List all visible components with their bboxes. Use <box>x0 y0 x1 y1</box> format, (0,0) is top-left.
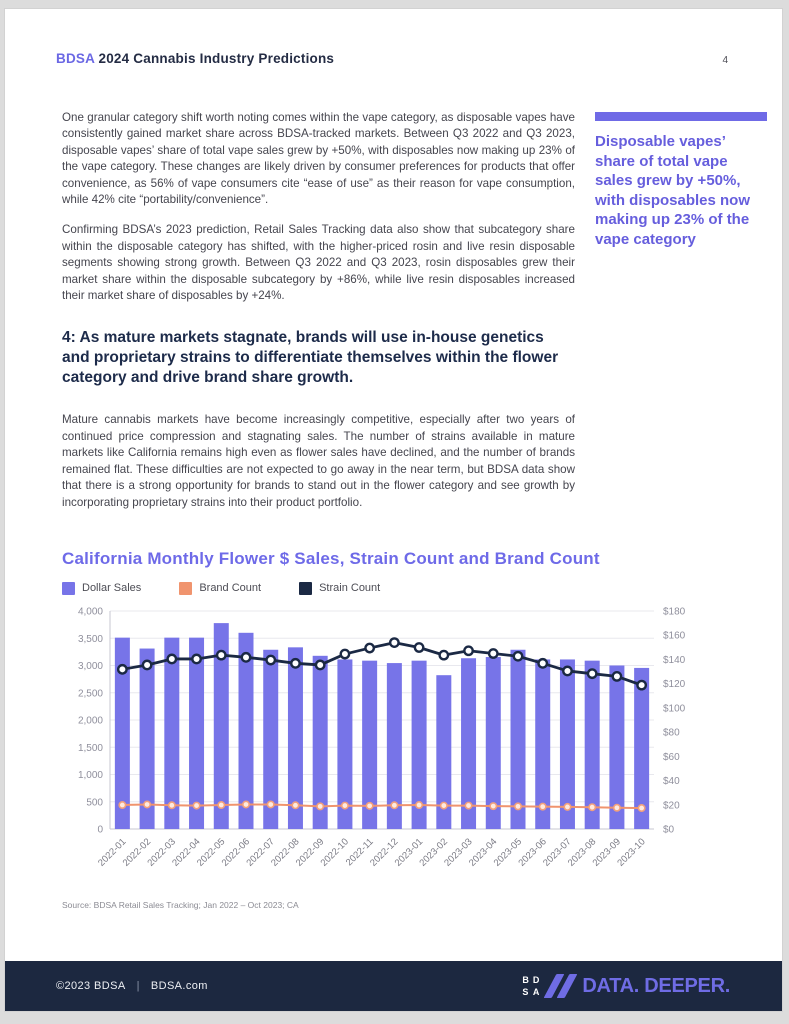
strain-count-point <box>563 667 571 675</box>
strain-count-point <box>316 661 324 669</box>
combo-chart-svg <box>62 599 712 891</box>
page-footer <box>5 961 782 1011</box>
x-axis-tick-label: 2023-10 <box>615 836 648 869</box>
logo-letter: B <box>522 974 529 985</box>
left-axis-tick-label: 0 <box>97 824 103 836</box>
right-axis-tick-label: $60 <box>663 751 680 763</box>
brand-count-point <box>515 803 521 809</box>
right-axis-tick-label: $140 <box>663 654 686 666</box>
x-axis-tick-label: 2022-09 <box>293 836 327 869</box>
x-axis-tick-label: 2022-05 <box>194 836 228 869</box>
x-axis-tick-label: 2022-12 <box>368 836 401 869</box>
source-note: Source: BDSA Retail Sales Tracking; Jan 2022 – Oct 2023; CA <box>62 899 299 910</box>
x-axis-tick-label: 2023-03 <box>442 836 475 869</box>
strain-count-point <box>514 652 522 660</box>
legend-label: Brand Count <box>199 582 262 595</box>
brand-count-point <box>490 803 496 809</box>
legend-item-dollar-sales <box>62 582 141 595</box>
brand-count-point <box>268 801 274 807</box>
brand-count-point <box>119 802 125 808</box>
left-axis-tick-label: 500 <box>86 797 103 809</box>
brand-count-point <box>465 802 471 808</box>
footer-left <box>56 980 208 992</box>
brand-count-point <box>540 803 546 809</box>
page-header <box>5 9 782 66</box>
x-axis-tick-label: 2023-08 <box>565 836 599 869</box>
footer-copyright: ©2023 BDSA <box>56 980 126 992</box>
x-axis-tick-label: 2022-03 <box>145 836 178 869</box>
legend-swatch <box>62 582 75 595</box>
dollar-sales-bar <box>511 650 526 829</box>
x-axis-tick-label: 2023-07 <box>541 836 574 869</box>
left-axis-tick-label: 2,000 <box>77 715 103 727</box>
right-axis-tick-label: $80 <box>663 727 680 739</box>
brand-count-point <box>193 802 199 808</box>
x-axis-tick-label: 2022-04 <box>170 836 203 869</box>
body-paragraph-3: Mature cannabis markets have become increasingly competitive, especially after two years of continued price compression and stagnating sales. The number of strains available in mature markets like California remains high even as flower sales have declined, and the number of brands remained flat. These difficulties are not expected to go away in the near term, but BDSA data show that there is a strong opportunity for brands to stand out in the flower category and see growth by incorporating proprietary strains into their product portfolio. <box>62 413 575 509</box>
strain-count-point <box>192 655 200 663</box>
dollar-sales-bar <box>164 638 179 829</box>
strain-count-point <box>242 653 250 661</box>
right-axis-tick-label: $100 <box>663 703 686 715</box>
left-axis-tick-label: 3,500 <box>77 633 103 645</box>
dollar-sales-bar <box>189 638 204 829</box>
x-axis-tick-label: 2023-01 <box>392 836 426 869</box>
footer-separator: | <box>136 980 140 992</box>
legend-swatch <box>179 582 192 595</box>
x-axis-tick-label: 2023-04 <box>466 836 500 869</box>
brand-count-point <box>564 804 570 810</box>
strain-count-point <box>217 651 225 659</box>
left-axis-tick-label: 3,000 <box>77 660 103 672</box>
left-axis-tick-label: 4,000 <box>77 606 103 618</box>
strain-count-point <box>168 655 176 663</box>
body-paragraph-1: One granular category shift worth noting comes within the vape category, as disposable vapes have consistently gained market share across BDSA-tracked markets. Between Q3 2022 and Q3 2023, disposable vapes’ share of total vape sales grew by +50%, with disposables now making up 23% of the vape category. These changes are likely driven by consumer preferences for products that offer convenience, as 56% of vape consumers cite “ease of use” as their reason for vape consumption, while 42% cite “portability/convenience”. <box>62 111 575 207</box>
x-axis-tick-label: 2023-06 <box>516 836 549 869</box>
legend-label: Dollar Sales <box>82 582 142 595</box>
chart-canvas <box>62 599 782 896</box>
x-axis-tick-label: 2022-02 <box>120 836 154 869</box>
strain-count-point <box>143 661 151 669</box>
main-column <box>62 110 575 525</box>
logo-letter: A <box>532 986 540 997</box>
brand-name: BDSA <box>56 51 95 66</box>
right-axis-tick-label: $40 <box>663 775 680 787</box>
pull-quote-callout <box>595 110 767 525</box>
strain-count-point <box>588 669 596 677</box>
x-axis-tick-label: 2022-11 <box>343 836 376 869</box>
brand-count-point <box>144 801 150 807</box>
brand-count-point <box>342 802 348 808</box>
strain-count-point <box>637 681 645 689</box>
x-axis-tick-label: 2022-07 <box>244 836 277 869</box>
brand-count-point <box>243 801 249 807</box>
body-paragraph-2: Confirming BDSA’s 2023 prediction, Retail Sales Tracking data also show that subcategory share within the disposable category has shifted, with the higher-priced rosin and live resin disposable segments showing strong growth. Between Q3 2022 and Q3 2023, rosin disposables grew their market share within the disposable subcategory by +86%, while live resin disposables increased their market share of disposables by +24%. <box>62 223 575 303</box>
strain-count-point <box>539 659 547 667</box>
right-axis-tick-label: $180 <box>663 606 686 618</box>
callout-text: Disposable vapes’ share of total vape sales grew by +50%, with disposables now making up 23% of the vape category <box>595 133 751 248</box>
report-title: 2024 Cannabis Industry Predictions <box>98 51 335 66</box>
section-heading-prediction-4: 4: As mature markets stagnate, brands will use in-house genetics and proprietary strains to differentiate themselves within the flower category and drive brand share growth. <box>62 329 559 387</box>
left-axis-tick-label: 2,500 <box>77 688 103 700</box>
x-axis-tick-label: 2022-01 <box>96 836 129 869</box>
left-axis-tick-label: 1,500 <box>77 742 103 754</box>
brand-count-point <box>416 802 422 808</box>
header-title <box>56 51 334 66</box>
brand-count-point <box>614 804 620 810</box>
strain-count-point <box>390 638 398 646</box>
strain-count-point <box>613 672 621 680</box>
brand-count-point <box>292 802 298 808</box>
legend-swatch <box>299 582 312 595</box>
strain-count-point <box>489 649 497 657</box>
bdsa-logo <box>522 974 730 998</box>
strain-count-point <box>341 650 349 658</box>
strain-count-point <box>267 656 275 664</box>
x-axis-tick-label: 2022-10 <box>318 836 352 869</box>
logo-tagline: DATA. DEEPER. <box>582 974 730 997</box>
right-axis-tick-label: $0 <box>663 824 675 836</box>
footer-site-link[interactable]: BDSA.com <box>150 980 208 992</box>
callout-accent-bar <box>595 112 767 121</box>
x-axis-tick-label: 2023-02 <box>417 836 450 869</box>
brand-count-point <box>169 802 175 808</box>
legend-item-brand-count <box>179 582 261 595</box>
x-axis-tick-label: 2022-08 <box>269 836 302 869</box>
x-axis-tick-label: 2023-05 <box>491 836 525 869</box>
strain-count-point <box>464 646 472 654</box>
brand-count-point <box>441 802 447 808</box>
strain-count-point <box>118 665 126 673</box>
chart-section <box>5 525 782 910</box>
brand-count-point <box>638 805 644 811</box>
x-axis-tick-label: 2022-06 <box>219 836 253 869</box>
strain-count-point <box>365 644 373 652</box>
page-number: 4 <box>722 55 728 66</box>
bdsa-logo-letters <box>522 976 539 997</box>
brand-count-point <box>589 804 595 810</box>
right-axis-tick-label: $160 <box>663 630 686 642</box>
right-axis-tick-label: $20 <box>663 800 680 812</box>
brand-count-point <box>317 803 323 809</box>
x-axis-tick-label: 2023-09 <box>590 836 624 869</box>
legend-label: Strain Count <box>319 582 381 595</box>
brand-count-point <box>218 802 224 808</box>
logo-letter: S <box>522 986 529 997</box>
content-row <box>5 66 782 525</box>
strain-count-point <box>291 659 299 667</box>
legend-item-strain-count <box>299 582 380 595</box>
left-axis-tick-label: 1,000 <box>77 769 103 781</box>
strain-count-point <box>440 651 448 659</box>
chart-title: California Monthly Flower $ Sales, Strain Count and Brand Count <box>62 548 600 568</box>
strain-count-point <box>415 643 423 651</box>
right-axis-tick-label: $120 <box>663 679 686 691</box>
logo-letter: D <box>532 974 540 985</box>
logo-slashes-icon <box>550 974 571 998</box>
brand-count-point <box>366 803 372 809</box>
chart-legend <box>62 582 782 595</box>
document-page <box>4 8 783 1012</box>
brand-count-point <box>391 802 397 808</box>
